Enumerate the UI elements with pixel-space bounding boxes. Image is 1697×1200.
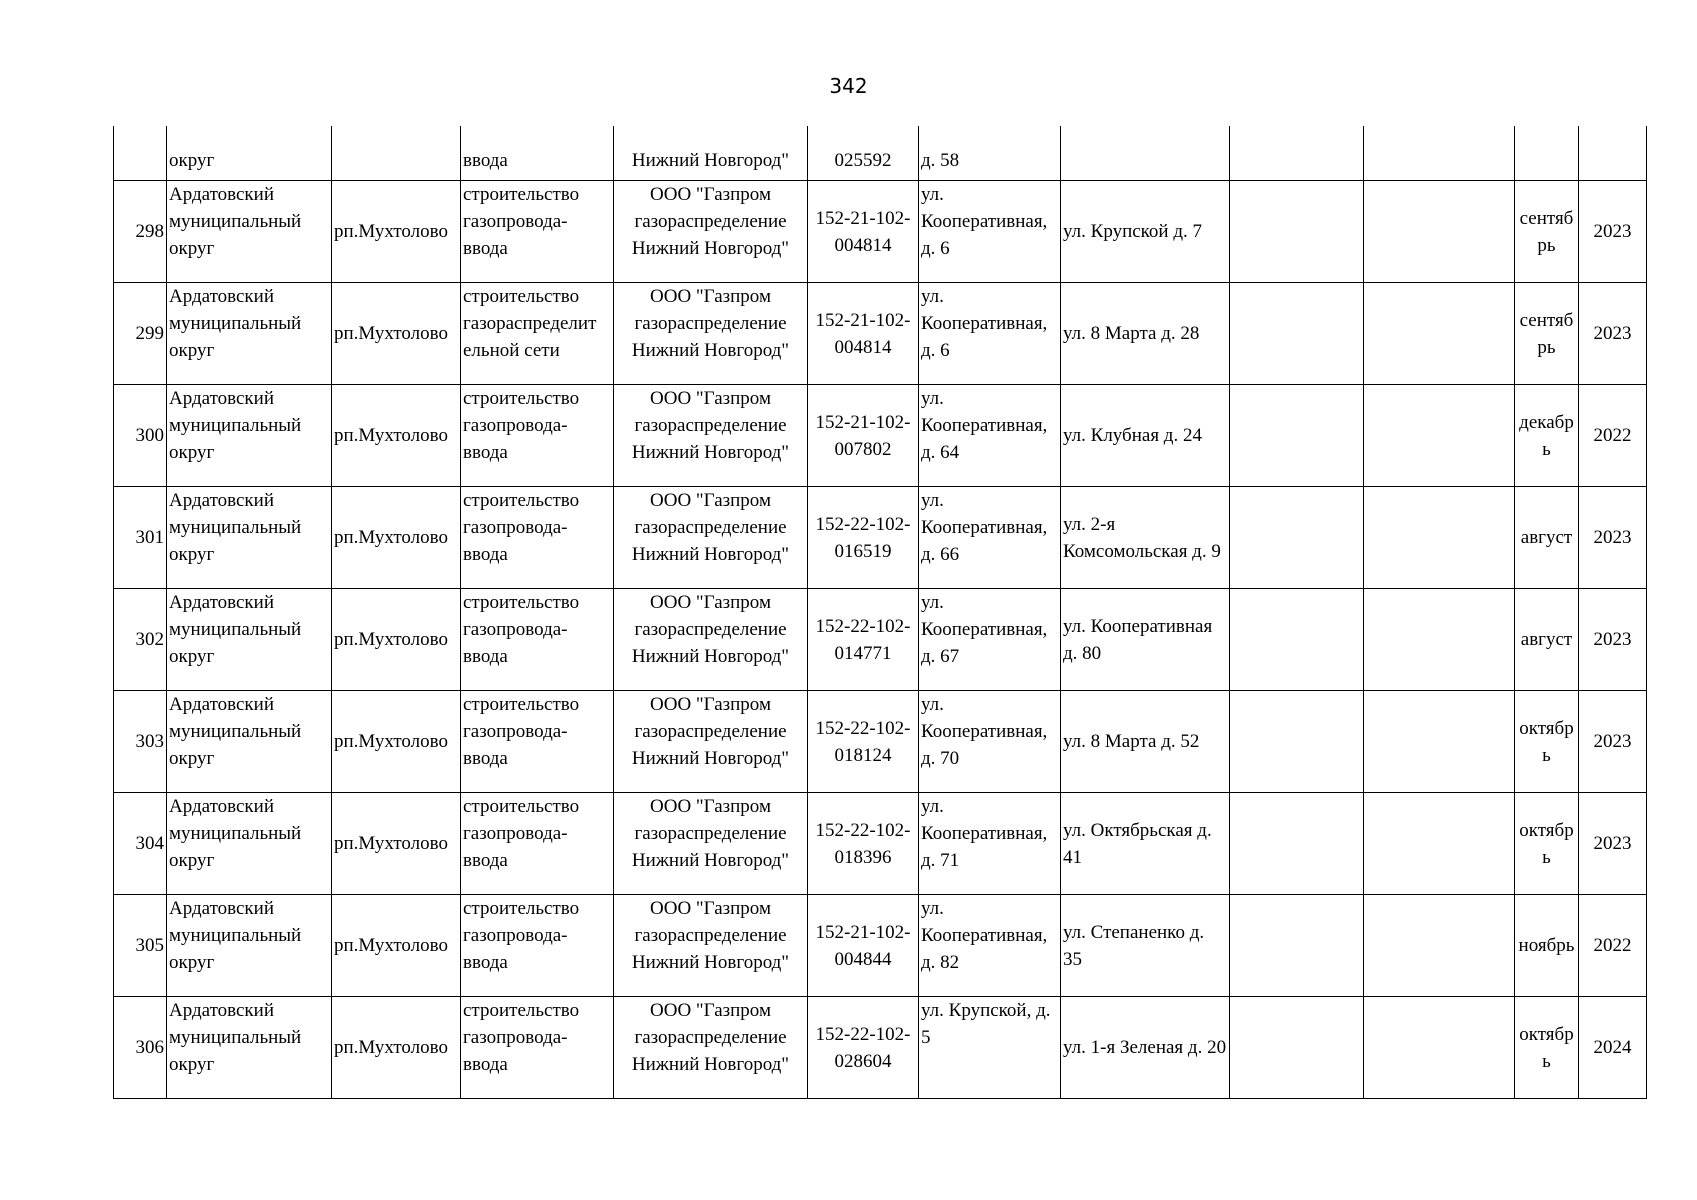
cell-code: 152-22-102-028604 bbox=[808, 997, 919, 1099]
cell-code: 152-21-102-004844 bbox=[808, 895, 919, 997]
table-row bbox=[114, 283, 1647, 385]
cell-work: строительство газопровода-ввода bbox=[461, 589, 614, 691]
cell-addr-to: ул. 2-я Комсомольская д. 9 bbox=[1061, 487, 1230, 589]
cell-extra2 bbox=[1364, 385, 1515, 487]
cell-num: 302 bbox=[114, 589, 167, 691]
cell-code: 152-21-102-007802 bbox=[808, 385, 919, 487]
cell-num: 303 bbox=[114, 691, 167, 793]
cell-year: 2023 bbox=[1579, 283, 1647, 385]
cell-month: август bbox=[1515, 487, 1579, 589]
cell-district: Ардатовский муниципальный округ bbox=[167, 385, 332, 487]
cell-district: Ардатовский муниципальный округ bbox=[167, 283, 332, 385]
cell-settlement: рп.Мухтолово bbox=[332, 691, 461, 793]
cell-work: ввода bbox=[461, 126, 614, 181]
cell-num: 305 bbox=[114, 895, 167, 997]
continuation-row bbox=[114, 126, 1647, 181]
cell-year: 2023 bbox=[1579, 793, 1647, 895]
cell-year bbox=[1579, 126, 1647, 181]
cell-extra2 bbox=[1364, 997, 1515, 1099]
cell-work: строительство газопровода-ввода bbox=[461, 895, 614, 997]
table-row bbox=[114, 589, 1647, 691]
cell-settlement: рп.Мухтолово bbox=[332, 793, 461, 895]
cell-extra2 bbox=[1364, 181, 1515, 283]
cell-month: октябр ь bbox=[1515, 793, 1579, 895]
cell-district: Ардатовский муниципальный округ bbox=[167, 997, 332, 1099]
cell-district: Ардатовский муниципальный округ bbox=[167, 895, 332, 997]
cell-extra2 bbox=[1364, 793, 1515, 895]
cell-work: строительство газопровода-ввода bbox=[461, 181, 614, 283]
cell-month: ноябрь bbox=[1515, 895, 1579, 997]
cell-addr-to: ул. 8 Марта д. 52 bbox=[1061, 691, 1230, 793]
cell-code: 152-21-102-004814 bbox=[808, 181, 919, 283]
cell-year: 2023 bbox=[1579, 589, 1647, 691]
cell-addr-from: ул. Кооперативная, д. 64 bbox=[919, 385, 1061, 487]
cell-work: строительство газораспределит ельной сети bbox=[461, 283, 614, 385]
registry-table bbox=[113, 126, 1647, 1099]
cell-code: 152-22-102-016519 bbox=[808, 487, 919, 589]
cell-addr-from: ул. Кооперативная, д. 82 bbox=[919, 895, 1061, 997]
cell-org: ООО "Газпром газораспределение Нижний Новгород" bbox=[614, 895, 808, 997]
cell-addr-to: ул. Кооперативная д. 80 bbox=[1061, 589, 1230, 691]
cell-org: ООО "Газпром газораспределение Нижний Новгород" bbox=[614, 487, 808, 589]
cell-extra1 bbox=[1230, 126, 1364, 181]
table-row bbox=[114, 487, 1647, 589]
cell-month: октябр ь bbox=[1515, 997, 1579, 1099]
cell-num: 306 bbox=[114, 997, 167, 1099]
cell-num: 300 bbox=[114, 385, 167, 487]
cell-addr-from: ул. Кооперативная, д. 70 bbox=[919, 691, 1061, 793]
cell-extra1 bbox=[1230, 181, 1364, 283]
cell-settlement: рп.Мухтолово bbox=[332, 487, 461, 589]
cell-extra1 bbox=[1230, 793, 1364, 895]
cell-num: 304 bbox=[114, 793, 167, 895]
cell-addr-to: ул. 1-я Зеленая д. 20 bbox=[1061, 997, 1230, 1099]
cell-year: 2022 bbox=[1579, 895, 1647, 997]
cell-addr-from: ул. Кооперативная, д. 71 bbox=[919, 793, 1061, 895]
cell-settlement: рп.Мухтолово bbox=[332, 895, 461, 997]
table-row bbox=[114, 895, 1647, 997]
cell-org: ООО "Газпром газораспределение Нижний Новгород" bbox=[614, 691, 808, 793]
cell-org: ООО "Газпром газораспределение Нижний Новгород" bbox=[614, 283, 808, 385]
cell-extra2 bbox=[1364, 895, 1515, 997]
cell-addr-to bbox=[1061, 126, 1230, 181]
cell-extra1 bbox=[1230, 997, 1364, 1099]
cell-settlement: рп.Мухтолово bbox=[332, 385, 461, 487]
cell-work: строительство газопровода-ввода bbox=[461, 385, 614, 487]
cell-org: ООО "Газпром газораспределение Нижний Новгород" bbox=[614, 181, 808, 283]
cell-code: 152-22-102-014771 bbox=[808, 589, 919, 691]
cell-org: ООО "Газпром газораспределение Нижний Новгород" bbox=[614, 589, 808, 691]
cell-org: ООО "Газпром газораспределение Нижний Новгород" bbox=[614, 997, 808, 1099]
cell-settlement: рп.Мухтолово bbox=[332, 283, 461, 385]
cell-district: Ардатовский муниципальный округ bbox=[167, 691, 332, 793]
cell-addr-from: ул. Крупской, д. 5 bbox=[919, 997, 1061, 1099]
cell-num bbox=[114, 126, 167, 181]
cell-num: 299 bbox=[114, 283, 167, 385]
table-row bbox=[114, 691, 1647, 793]
cell-org: Нижний Новгород" bbox=[614, 126, 808, 181]
cell-addr-from: ул. Кооперативная, д. 6 bbox=[919, 283, 1061, 385]
cell-month: октябр ь bbox=[1515, 691, 1579, 793]
cell-addr-from: д. 58 bbox=[919, 126, 1061, 181]
cell-month bbox=[1515, 126, 1579, 181]
cell-num: 301 bbox=[114, 487, 167, 589]
cell-month: сентяб рь bbox=[1515, 283, 1579, 385]
page-number: 342 bbox=[829, 74, 868, 98]
cell-work: строительство газопровода-ввода bbox=[461, 793, 614, 895]
cell-settlement: рп.Мухтолово bbox=[332, 589, 461, 691]
cell-district: Ардатовский муниципальный округ bbox=[167, 487, 332, 589]
cell-org: ООО "Газпром газораспределение Нижний Новгород" bbox=[614, 385, 808, 487]
cell-year: 2022 bbox=[1579, 385, 1647, 487]
cell-year: 2023 bbox=[1579, 181, 1647, 283]
cell-district: округ bbox=[167, 126, 332, 181]
cell-year: 2023 bbox=[1579, 487, 1647, 589]
cell-month: сентяб рь bbox=[1515, 181, 1579, 283]
cell-month: август bbox=[1515, 589, 1579, 691]
cell-settlement: рп.Мухтолово bbox=[332, 997, 461, 1099]
cell-settlement: рп.Мухтолово bbox=[332, 181, 461, 283]
cell-extra2 bbox=[1364, 589, 1515, 691]
cell-addr-to: ул. Крупской д. 7 bbox=[1061, 181, 1230, 283]
cell-extra2 bbox=[1364, 487, 1515, 589]
cell-work: строительство газопровода-ввода bbox=[461, 691, 614, 793]
cell-extra1 bbox=[1230, 487, 1364, 589]
cell-code: 152-21-102-004814 bbox=[808, 283, 919, 385]
cell-extra2 bbox=[1364, 283, 1515, 385]
cell-extra1 bbox=[1230, 283, 1364, 385]
cell-settlement bbox=[332, 126, 461, 181]
cell-work: строительство газопровода-ввода bbox=[461, 997, 614, 1099]
table-row bbox=[114, 793, 1647, 895]
table-row bbox=[114, 181, 1647, 283]
cell-addr-to: ул. Клубная д. 24 bbox=[1061, 385, 1230, 487]
table-row bbox=[114, 997, 1647, 1099]
cell-addr-to: ул. 8 Марта д. 28 bbox=[1061, 283, 1230, 385]
cell-code: 152-22-102-018396 bbox=[808, 793, 919, 895]
cell-district: Ардатовский муниципальный округ bbox=[167, 181, 332, 283]
cell-district: Ардатовский муниципальный округ bbox=[167, 589, 332, 691]
cell-extra1 bbox=[1230, 691, 1364, 793]
cell-org: ООО "Газпром газораспределение Нижний Новгород" bbox=[614, 793, 808, 895]
cell-addr-from: ул. Кооперативная, д. 66 bbox=[919, 487, 1061, 589]
cell-month: декабр ь bbox=[1515, 385, 1579, 487]
cell-code: 152-22-102-018124 bbox=[808, 691, 919, 793]
cell-num: 298 bbox=[114, 181, 167, 283]
cell-addr-from: ул. Кооперативная, д. 67 bbox=[919, 589, 1061, 691]
cell-code: 025592 bbox=[808, 126, 919, 181]
cell-addr-to: ул. Октябрьская д. 41 bbox=[1061, 793, 1230, 895]
cell-year: 2023 bbox=[1579, 691, 1647, 793]
cell-extra1 bbox=[1230, 385, 1364, 487]
cell-extra2 bbox=[1364, 691, 1515, 793]
cell-work: строительство газопровода-ввода bbox=[461, 487, 614, 589]
cell-extra1 bbox=[1230, 895, 1364, 997]
table-row bbox=[114, 385, 1647, 487]
cell-extra2 bbox=[1364, 126, 1515, 181]
cell-addr-from: ул. Кооперативная, д. 6 bbox=[919, 181, 1061, 283]
cell-year: 2024 bbox=[1579, 997, 1647, 1099]
cell-addr-to: ул. Степаненко д. 35 bbox=[1061, 895, 1230, 997]
cell-extra1 bbox=[1230, 589, 1364, 691]
cell-district: Ардатовский муниципальный округ bbox=[167, 793, 332, 895]
table-body bbox=[114, 126, 1647, 1099]
